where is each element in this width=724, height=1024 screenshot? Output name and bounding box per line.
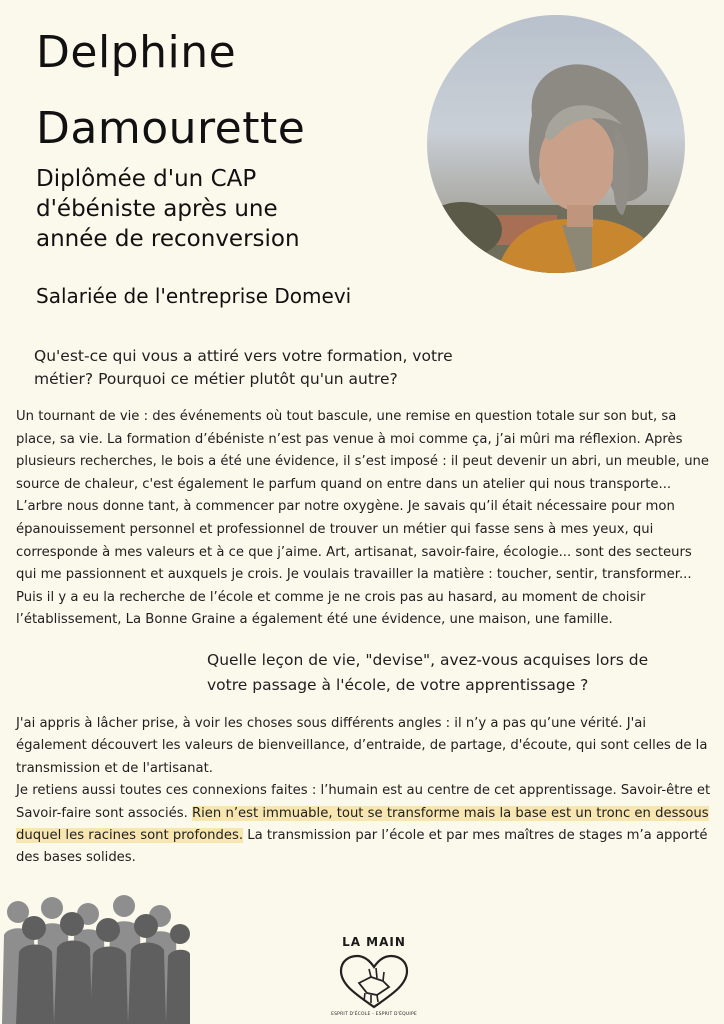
question-1: Qu'est-ce qui vous a attiré vers votre formation, votre métier? Pourquoi ce métier plutôt qu'un autre?	[34, 347, 453, 388]
answer-2	[16, 713, 716, 870]
employer-line: Salariée de l'entreprise Domevi	[36, 284, 352, 308]
brand-tagline: ESPRIT D'ÉCOLE - ESPRIT D'ÉQUIPE	[331, 1012, 417, 1017]
answer-2-text-start: Je retiens aussi toutes ces connexions faites : l’humain est au centre de cet apprentissage. Savoir-être et Savoir-faire sont associés.	[16, 783, 711, 821]
brand-title: LA MAIN	[342, 935, 406, 949]
diploma-line: année de reconversion	[36, 226, 300, 252]
answer-2-paragraph-1: J'ai appris à lâcher prise, à voir les choses sous différents angles : il n’y a pas qu’une vérité. J'ai également découvert les valeurs de bienveillance, d’entraide, de partage, d'écoute, qui sont celles de la transmission et de l'artisanat.	[16, 716, 708, 776]
diploma-line: d'ébéniste après une	[36, 196, 278, 222]
highlighted-quote: Rien n’est immuable, tout se transforme mais la base est un tronc en dessous duquel les racines sont profondes.	[16, 805, 709, 844]
answer-1: Un tournant de vie : des événements où tout bascule, une remise en question totale sur son but, sa place, sa vie. La formation d’ébéniste n’est pas venue à moi comme ça, j’ai mûri ma réflexion. Après plusieurs recherches, le bois a été une évidence, il s’est imposé : il peut devenir un abri, un meuble, une source de chaleur, c'est également le parfum quand on entre dans un atelier qui nous transporte... L’arbre nous donne tant, à commencer par notre oxygène. Je savais qu’il était nécessaire pour mon épanouissement personnel et professionnel de trouver un métier qui fasse sens à mes yeux, qui corresponde à mes valeurs et à ce que j’aime. Art, artisanat, savoir-faire, écologie... sont des secteurs qui me passionnent et auxquels je crois. Je voulais travailler la matière : toucher, sentir, transformer... Puis il y a eu la recherche de l’école et comme je ne crois pas au hasard, au moment de choisir l’établissement, La Bonne Graine a également été une évidence, une maison, une famille.	[16, 409, 710, 628]
brand-logo-block	[324, 935, 424, 1017]
question-2: Quelle leçon de vie, "devise", avez-vous acquises lors de votre passage à l'école, de votre apprentissage ?	[207, 651, 649, 694]
portrait-photo	[427, 15, 685, 273]
diploma-line: Diplômée d'un CAP	[36, 166, 257, 192]
portrait-illustration	[427, 15, 685, 273]
last-name: Damourette	[36, 103, 306, 154]
crowd-silhouette-icon	[0, 890, 190, 1024]
answer-2-text-end: La transmission par l’école et par mes maîtres de stages m’a apporté des bases solides.	[16, 828, 708, 866]
heart-hands-logo-icon	[337, 953, 411, 1011]
diploma-heading	[36, 164, 300, 254]
answer-2-paragraph-2	[16, 780, 716, 870]
first-name: Delphine	[36, 27, 237, 78]
